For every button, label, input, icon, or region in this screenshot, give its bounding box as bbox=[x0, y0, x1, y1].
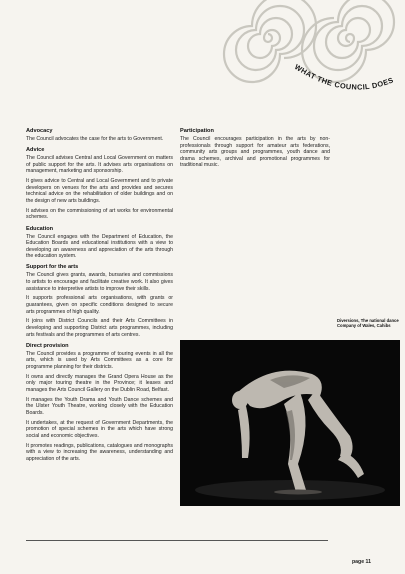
paragraph: The Council encourages participation in the arts by non-professionals through support for amateur arts federations, community arts groups and programmes, youth dance and drama schemes, archival and promotional programmes for traditional music. bbox=[180, 136, 330, 169]
dancer-figure-image bbox=[180, 340, 400, 506]
paragraph: The Council engages with the Department of Education, the Education Boards and educational institutions with a view to developing an awareness and appreciation of the arts through the education system. bbox=[26, 233, 173, 260]
section-direct-provision bbox=[26, 343, 173, 463]
dance-photograph bbox=[180, 340, 400, 506]
section-title: WHAT THE COUNCIL DOES bbox=[292, 62, 395, 92]
section-heading: Direct provision bbox=[26, 342, 69, 349]
section-heading: Support for the arts bbox=[26, 264, 79, 271]
paragraph: It promotes readings, publications, catalogues and monographs with a view to increasing the awareness, understanding and appreciation of the arts. bbox=[26, 442, 173, 462]
paragraph: It manages the Youth Drama and Youth Dance schemes and the Ulster Youth Theatre, working closely with the Education Boards. bbox=[26, 396, 173, 416]
paragraph: The Council advises Central and Local Government on matters of public support for the arts. It advises arts organisations on management, marketing and sponsorship. bbox=[26, 155, 173, 175]
section-participation bbox=[180, 128, 330, 169]
paragraph: It supports professional arts organisations, with grants or guarantees, given on specific conditions designed to secure arts programmes of high quality. bbox=[26, 295, 173, 315]
page-number: page 11 bbox=[352, 559, 372, 565]
paragraph: The Council provides a programme of touring events in all the arts, which is used by Arts Committees as a core for programme planning for their districts. bbox=[26, 350, 173, 370]
paragraph: It gives advice to Central and Local Government and to private developers on venues for the arts and provides and secures technical advice on the rehabilitation of older buildings and on the design of new arts buildings. bbox=[26, 178, 173, 204]
paragraph: It undertakes, at the request of Government Departments, the promotion of special schemes in the arts which have strong social and economic objectives. bbox=[26, 419, 173, 439]
paragraph: It joins with District Councils and their Arts Committees in developing and supporting District arts programmes, including arts festivals and the programmes of arts centres. bbox=[26, 318, 173, 338]
section-support-for-the-arts bbox=[26, 264, 173, 338]
paragraph: It advises on the commissioning of art works for environmental schemes. bbox=[26, 207, 173, 221]
section-advocacy bbox=[26, 128, 173, 143]
paragraph: It owns and directly manages the Grand Opera House as the only major touring theatre in the Province; it leases and manages the Arts Council Gallery on the Dublin Road, Belfast. bbox=[26, 373, 173, 393]
photo-caption: Diversions, The national dance Company of Wales, Cahibs bbox=[337, 318, 399, 329]
svg-text:WHAT THE COUNCIL DOES bbox=[293, 62, 395, 91]
section-heading: Advocacy bbox=[26, 128, 53, 134]
right-column bbox=[180, 128, 330, 174]
section-heading: Advice bbox=[26, 147, 45, 154]
paragraph: The Council advocates the case for the arts to Government. bbox=[26, 136, 164, 142]
left-column bbox=[26, 128, 173, 467]
section-education bbox=[26, 226, 173, 260]
footer-rule bbox=[26, 540, 328, 541]
paragraph: The Council gives grants, awards, bursaries and commissions to artists to encourage and facilitate creative work. It also gives assistance to interpretive artists to improve their skills. bbox=[26, 272, 173, 292]
section-heading: Education bbox=[26, 225, 54, 232]
spiral-motif-icon bbox=[218, 0, 405, 110]
section-advice bbox=[26, 147, 173, 221]
section-heading: Participation bbox=[180, 128, 214, 134]
